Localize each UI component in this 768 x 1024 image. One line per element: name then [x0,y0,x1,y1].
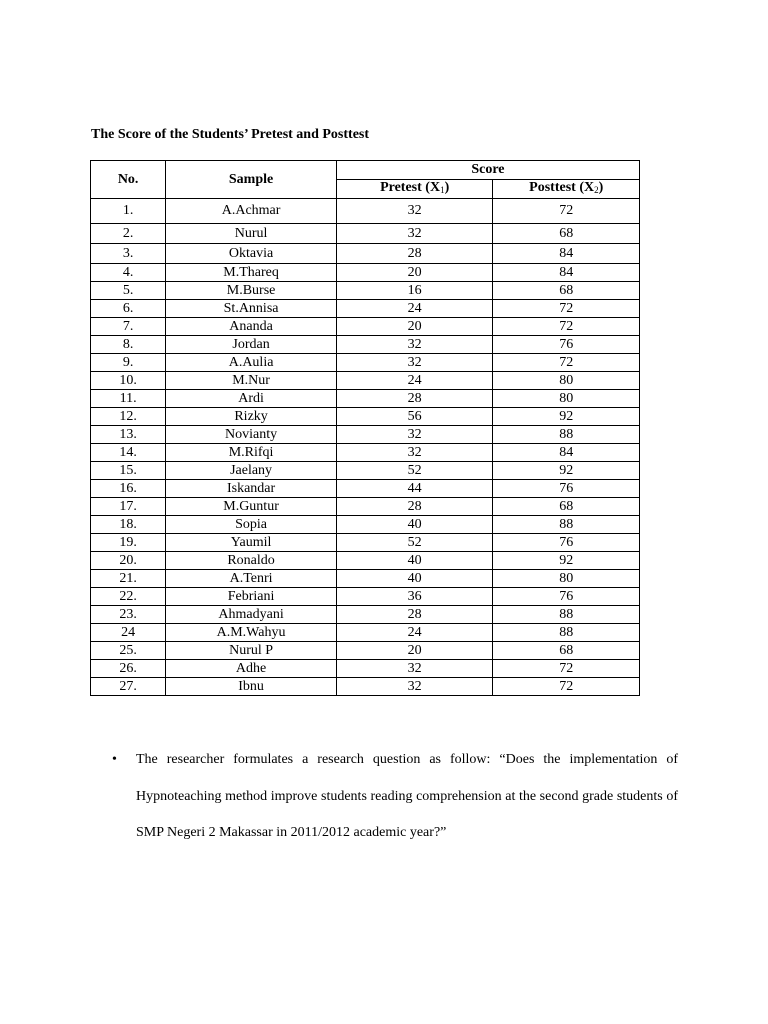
table-row [91,462,640,480]
cell-pretest: 52 [336,462,493,480]
cell-posttest: 76 [493,588,640,606]
cell-no: 26. [91,660,166,678]
cell-no: 21. [91,570,166,588]
cell-no: 9. [91,354,166,372]
cell-sample: M.Guntur [166,498,337,516]
cell-pretest: 20 [336,318,493,336]
table-row [91,244,640,264]
cell-sample: Sopia [166,516,337,534]
cell-pretest: 40 [336,552,493,570]
cell-pretest: 44 [336,480,493,498]
cell-no: 3. [91,244,166,264]
cell-no: 24 [91,624,166,642]
table-row [91,354,640,372]
page-title: The Score of the Students’ Pretest and Posttest [91,127,370,142]
table-row [91,318,640,336]
table-row [91,372,640,390]
cell-pretest: 24 [336,300,493,318]
cell-pretest: 28 [336,606,493,624]
cell-no: 20. [91,552,166,570]
cell-posttest: 72 [493,660,640,678]
bullet-icon: • [112,752,117,767]
cell-posttest: 80 [493,372,640,390]
cell-posttest: 72 [493,199,640,224]
cell-posttest: 76 [493,534,640,552]
cell-pretest: 56 [336,408,493,426]
cell-posttest: 68 [493,498,640,516]
cell-pretest: 28 [336,498,493,516]
cell-no: 25. [91,642,166,660]
cell-sample: Febriani [166,588,337,606]
cell-pretest: 52 [336,534,493,552]
header-posttest: Posttest $(X_2)$ [493,180,640,199]
cell-pretest: 32 [336,224,493,244]
table-row [91,199,640,224]
cell-pretest: 32 [336,336,493,354]
header-sample: Sample [166,161,337,199]
cell-pretest: 32 [336,426,493,444]
cell-sample: Novianty [166,426,337,444]
cell-posttest: 68 [493,282,640,300]
cell-sample: Ananda [166,318,337,336]
cell-sample: A.M.Wahyu [166,624,337,642]
table-row [91,224,640,244]
cell-pretest: 28 [336,390,493,408]
table-row [91,408,640,426]
cell-no: 14. [91,444,166,462]
table-row [91,426,640,444]
cell-no: 18. [91,516,166,534]
cell-sample: M.Nur [166,372,337,390]
cell-pretest: 24 [336,624,493,642]
cell-no: 10. [91,372,166,390]
cell-no: 22. [91,588,166,606]
cell-pretest: 16 [336,282,493,300]
cell-pretest: 40 [336,570,493,588]
table-body [91,199,640,696]
cell-sample: A.Tenri [166,570,337,588]
table-row [91,678,640,696]
table-row [91,480,640,498]
research-question [112,742,678,852]
table-row [91,390,640,408]
cell-posttest: 72 [493,300,640,318]
cell-posttest: 92 [493,408,640,426]
cell-no: 2. [91,224,166,244]
cell-pretest: 40 [336,516,493,534]
cell-no: 15. [91,462,166,480]
cell-sample: Nurul P [166,642,337,660]
cell-sample: Ardi [166,390,337,408]
table-row [91,534,640,552]
cell-sample: Ahmadyani [166,606,337,624]
cell-posttest: 80 [493,390,640,408]
table-row [91,606,640,624]
cell-no: 19. [91,534,166,552]
cell-posttest: 76 [493,336,640,354]
cell-no: 23. [91,606,166,624]
cell-sample: Nurul [166,224,337,244]
cell-no: 4. [91,264,166,282]
table-row [91,660,640,678]
table-row [91,498,640,516]
cell-posttest: 72 [493,354,640,372]
table-row [91,624,640,642]
cell-sample: Iskandar [166,480,337,498]
cell-pretest: 36 [336,588,493,606]
cell-posttest: 80 [493,570,640,588]
cell-pretest: 32 [336,660,493,678]
cell-sample: M.Rifqi [166,444,337,462]
cell-posttest: 72 [493,678,640,696]
table-row [91,264,640,282]
cell-pretest: 20 [336,264,493,282]
cell-no: 7. [91,318,166,336]
header-pretest: Pretest $(X_1)$ [336,180,493,199]
cell-no: 8. [91,336,166,354]
score-table [90,160,640,696]
cell-pretest: 32 [336,678,493,696]
cell-no: 5. [91,282,166,300]
cell-sample: Yaumil [166,534,337,552]
cell-posttest: 88 [493,624,640,642]
cell-no: 1. [91,199,166,224]
research-question-text: The researcher formulates a research question as follow: “Does the implementation of Hypnoteaching method improve students reading comprehension at the second grade students of SMP Negeri 2 Makassar in 2011/2012 academic year?” [136,752,678,840]
table-row [91,444,640,462]
cell-sample: Jordan [166,336,337,354]
cell-pretest: 28 [336,244,493,264]
cell-posttest: 88 [493,426,640,444]
cell-no: 6. [91,300,166,318]
cell-pretest: 32 [336,199,493,224]
cell-sample: St.Annisa [166,300,337,318]
cell-posttest: 84 [493,264,640,282]
cell-sample: Jaelany [166,462,337,480]
cell-pretest: 20 [336,642,493,660]
table-row [91,336,640,354]
cell-no: 27. [91,678,166,696]
table-row [91,300,640,318]
table-row [91,516,640,534]
cell-sample: A.Aulia [166,354,337,372]
cell-posttest: 92 [493,552,640,570]
cell-pretest: 32 [336,444,493,462]
cell-sample: Adhe [166,660,337,678]
cell-sample: Oktavia [166,244,337,264]
header-no: No. [91,161,166,199]
cell-posttest: 68 [493,642,640,660]
cell-posttest: 88 [493,606,640,624]
table-row [91,282,640,300]
header-score: Score [336,161,639,180]
cell-pretest: 24 [336,372,493,390]
cell-posttest: 68 [493,224,640,244]
cell-sample: Rizky [166,408,337,426]
cell-sample: Ronaldo [166,552,337,570]
cell-sample: A.Achmar [166,199,337,224]
cell-no: 12. [91,408,166,426]
table-row [91,552,640,570]
cell-posttest: 76 [493,480,640,498]
cell-posttest: 84 [493,244,640,264]
table-row [91,588,640,606]
cell-posttest: 84 [493,444,640,462]
cell-no: 16. [91,480,166,498]
cell-sample: M.Thareq [166,264,337,282]
cell-no: 13. [91,426,166,444]
cell-pretest: 32 [336,354,493,372]
cell-sample: M.Burse [166,282,337,300]
cell-posttest: 72 [493,318,640,336]
table-row [91,642,640,660]
table-row [91,570,640,588]
cell-posttest: 92 [493,462,640,480]
cell-posttest: 88 [493,516,640,534]
cell-no: 17. [91,498,166,516]
cell-no: 11. [91,390,166,408]
cell-sample: Ibnu [166,678,337,696]
